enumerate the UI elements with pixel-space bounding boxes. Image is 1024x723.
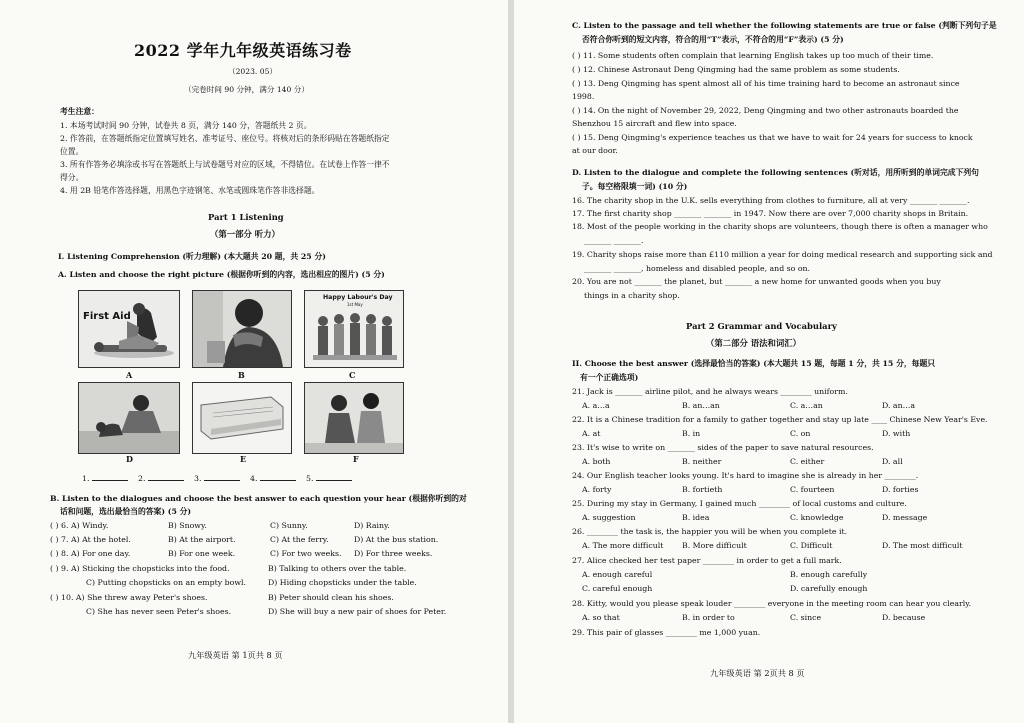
two-girls-picture — [304, 382, 404, 454]
note-line: 得分。 — [60, 173, 84, 182]
question-29: 29. This pair of glasses ________ me 1,000 yuan. — [572, 628, 761, 637]
option-c: C. a…an — [790, 401, 823, 410]
option-c: C. knowledge — [790, 513, 844, 522]
blank-label: 1. — [82, 474, 90, 483]
first-aid-image — [79, 291, 179, 367]
page-footer: 九年级英语 第 2页共 8 页 — [710, 668, 805, 678]
option-c: C. since — [790, 613, 822, 622]
question-8-d: D) For three weeks. — [354, 549, 433, 558]
option-b: B. an…an — [682, 401, 720, 410]
blank-label: 5. — [306, 474, 314, 483]
question-8-c: C) For two weeks. — [270, 549, 342, 558]
question-13-cont: 1998. — [572, 92, 595, 101]
question-6-b: B) Snowy. — [168, 521, 207, 530]
question-15: ( ) 15. Deng Qingming's experience teaches us that we have to wait for 24 years for success to knock — [572, 133, 973, 142]
girl-dog-image — [79, 383, 179, 453]
note-line: 3. 所有作答务必填涂或书写在答题纸上与试卷题号对应的区域，不得错位。在试卷上作答一律不 — [60, 160, 390, 169]
option-a: A. both — [582, 457, 611, 466]
exam-page-1 — [0, 0, 508, 723]
answer-blank-3[interactable] — [194, 472, 240, 483]
question-19: 19. Charity shops raise more than £110 million a year for doing medical research and supporting sick and — [572, 250, 993, 259]
part1-title: Part 1 Listening — [208, 212, 284, 222]
blank-label: 4. — [250, 474, 258, 483]
question-22: 22. It is a Chinese tradition for a family to gather together and stay up late ____ Chinese New Year's Eve. — [572, 415, 988, 424]
question-9-a: ( ) 9. A) Sticking the chopsticks into the food. — [50, 564, 230, 573]
question-7-c: C) At the ferry. — [270, 535, 329, 544]
question-20-cont: things in a charity shop. — [584, 291, 680, 300]
option-d: D. carefully enough — [790, 584, 868, 593]
question-6-d: D) Rainy. — [354, 521, 390, 530]
question-13: ( ) 13. Deng Qingming has spent almost all of his time training hard to become an astronaut since — [572, 79, 960, 88]
exam-title: 2022 学年九年级英语练习卷 — [134, 41, 352, 60]
question-9-c: C) Putting chopsticks on an empty bowl. — [86, 578, 246, 587]
question-7-b: B) At the airport. — [168, 535, 236, 544]
picture-label: B — [238, 370, 245, 380]
option-d: D. message — [882, 513, 928, 522]
question-10-c: C) She has never seen Peter's shoes. — [86, 607, 232, 616]
question-21: 21. Jack is _______ airline pilot, and he always wears ________ uniform. — [572, 387, 848, 396]
option-c: C. on — [790, 429, 811, 438]
first-aid-picture — [78, 290, 180, 368]
option-c: C. either — [790, 457, 825, 466]
answer-blank-4[interactable] — [250, 472, 296, 483]
answer-blank-5[interactable] — [306, 472, 352, 483]
picture-label: A — [126, 370, 133, 380]
option-b: B. idea — [682, 513, 710, 522]
section-b-heading: B. Listen to the dialogues and choose the best answer to each question your hear (根据你听到的对 — [50, 494, 467, 503]
option-a: A. enough careful — [582, 570, 653, 579]
blank-label: 2. — [138, 474, 146, 483]
option-b: B. neither — [682, 457, 722, 466]
girl-dog-picture — [78, 382, 180, 454]
option-b: B. in order to — [682, 613, 735, 622]
part1-subtitle: （第一部分 听力） — [210, 229, 280, 239]
labour-day-subcaption: 1st May — [347, 302, 363, 307]
notes-heading: 考生注意： — [60, 107, 99, 116]
option-b: B. in — [682, 429, 701, 438]
option-a: A. at — [582, 429, 601, 438]
sad-person-image — [193, 291, 291, 367]
question-6-c: C) Sunny. — [270, 521, 308, 530]
question-10-b: B) Peter should clean his shoes. — [268, 593, 394, 602]
option-d: D. all — [882, 457, 903, 466]
question-28: 28. Kitty, would you please speak louder ________ everyone in the meeting room can hear you clearly. — [572, 599, 972, 608]
question-27: 27. Alice checked her test paper ________ in order to get a full mark. — [572, 556, 842, 565]
section-d-heading: D. Listen to the dialogue and complete the following sentences (听对话，用所听到的单词完成下列句 — [572, 168, 979, 177]
blank-label: 3. — [194, 474, 202, 483]
exam-page-2 — [514, 0, 1024, 723]
section-ii-heading: II. Choose the best answer (选择最恰当的答案) (本大题共 15 题，每题 1 分，共 15 分，每题只 — [572, 359, 936, 368]
question-7-a: ( ) 7. A) At the hotel. — [50, 535, 131, 544]
sad-person-picture — [192, 290, 292, 368]
section-a-heading: A. Listen and choose the right picture (根据你听到的内容，选出相应的图片) (5 分) — [58, 270, 385, 279]
option-c: C. fourteen — [790, 485, 835, 494]
section-c-heading-cont: 否符合你听到的短文内容，符合的用“T”表示，不符合的用“F”表示) (5 分) — [582, 35, 844, 44]
page-footer: 九年级英语 第 1页共 8 页 — [188, 650, 283, 660]
question-9-d: D) Hiding chopsticks under the table. — [268, 578, 417, 587]
picture-label: E — [240, 454, 247, 464]
answer-blank-1[interactable] — [82, 472, 128, 483]
section-1-heading: I. Listening Comprehension (听力理解) (本大题共 20 题，共 25 分) — [58, 252, 326, 261]
option-d: D. because — [882, 613, 926, 622]
section-ii-heading-cont: 有一个正确选项) — [580, 373, 639, 382]
option-b: B. fortieth — [682, 485, 723, 494]
option-c: C. careful enough — [582, 584, 653, 593]
option-b: B. enough carefully — [790, 570, 868, 579]
question-14-cont: Shenzhou 15 aircraft and flew into space. — [572, 119, 737, 128]
question-7-d: D) At the bus station. — [354, 535, 439, 544]
option-a: A. a…a — [582, 401, 610, 410]
option-d: D. with — [882, 429, 911, 438]
question-16: 16. The charity shop in the U.K. sells everything from clothes to furniture, all at very _______ _______. — [572, 196, 970, 205]
picture-label: C — [349, 370, 356, 380]
question-14: ( ) 14. On the night of November 29, 2022, Deng Qingming and two other astronauts boarded the — [572, 106, 959, 115]
question-9-b: B) Talking to others over the table. — [268, 564, 407, 573]
part2-title: Part 2 Grammar and Vocabulary — [686, 321, 837, 331]
first-aid-caption: First Aid — [83, 311, 131, 322]
question-24: 24. Our English teacher looks young. It's hard to imagine she is already in her ________. — [572, 471, 919, 480]
air-conditioner-image — [193, 383, 291, 453]
question-12: ( ) 12. Chinese Astronaut Deng Qingming had the same problem as some students. — [572, 65, 900, 74]
picture-label: F — [353, 454, 359, 464]
section-d-heading-cont: 子。每空格限填一词) (10 分) — [582, 182, 688, 191]
picture-label: D — [126, 454, 133, 464]
option-a: A. The more difficult — [582, 541, 664, 550]
question-25: 25. During my stay in Germany, I gained much ________ of local customs and culture. — [572, 499, 907, 508]
labour-day-picture — [304, 290, 404, 368]
section-c-heading: C. Listen to the passage and tell whether the following statements are true or false (判断下列句子是 — [572, 21, 997, 30]
question-10-a: ( ) 10. A) She threw away Peter's shoes. — [50, 593, 208, 602]
question-18: 18. Most of the people working in the charity shops are volunteers, though there is often a manager who — [572, 222, 988, 231]
note-line: 2. 作答前，在答题纸指定位置填写姓名、准考证号、座位号。将核对后的条形码贴在答题纸指定 — [60, 134, 390, 143]
exam-date: （2023. 05） — [228, 67, 278, 76]
question-19-cont: _______ _______, homeless and disabled people, and so on. — [584, 264, 811, 273]
answer-blank-2[interactable] — [138, 472, 184, 483]
part2-subtitle: （第二部分 语法和词汇） — [706, 338, 802, 348]
two-girls-image — [305, 383, 403, 453]
option-a: A. forty — [582, 485, 612, 494]
air-conditioner-picture — [192, 382, 292, 454]
question-26: 26. ________ the task is, the happier you will be when you complete it. — [572, 527, 848, 536]
note-line: 4. 用 2B 铅笔作答选择题，用黑色字迹钢笔、水笔或圆珠笔作答非选择题。 — [60, 186, 320, 195]
option-c: C. Difficult — [790, 541, 833, 550]
question-17: 17. The first charity shop _______ _______ in 1947. Now there are over 7,000 charity shops in Britain. — [572, 209, 969, 218]
note-line: 1. 本场考试时间 90 分钟，试卷共 8 页，满分 140 分，答题纸共 2 页。 — [60, 121, 312, 130]
question-23: 23. It's wise to write on _______ sides of the paper to save natural resources. — [572, 443, 874, 452]
question-6-a: ( ) 6. A) Windy. — [50, 521, 109, 530]
question-15-cont: at our door. — [572, 146, 618, 155]
question-11: ( ) 11. Some students often complain that learning English takes up too much of their time. — [572, 51, 934, 60]
note-line: 位置。 — [60, 147, 84, 156]
option-a: A. so that — [582, 613, 620, 622]
question-18-cont: _______ _______. — [584, 236, 644, 245]
section-b-heading-cont: 话和问题，选出最恰当的答案) (5 分) — [60, 507, 192, 516]
question-10-d: D) She will buy a new pair of shoes for Peter. — [268, 607, 447, 616]
question-20: 20. You are not _______ the planet, but _______ a new home for unwanted goods when you buy — [572, 277, 941, 286]
time-note: （完卷时间 90 分钟，满分 140 分） — [184, 85, 309, 94]
option-d: D. The most difficult — [882, 541, 963, 550]
question-8-a: ( ) 8. A) For one day. — [50, 549, 131, 558]
option-d: D. an…a — [882, 401, 916, 410]
labour-day-caption: Happy Labour's Day — [323, 294, 393, 301]
question-8-b: B) For one week. — [168, 549, 236, 558]
option-a: A. suggestion — [582, 513, 636, 522]
option-d: D. forties — [882, 485, 919, 494]
option-b: B. More difficult — [682, 541, 747, 550]
